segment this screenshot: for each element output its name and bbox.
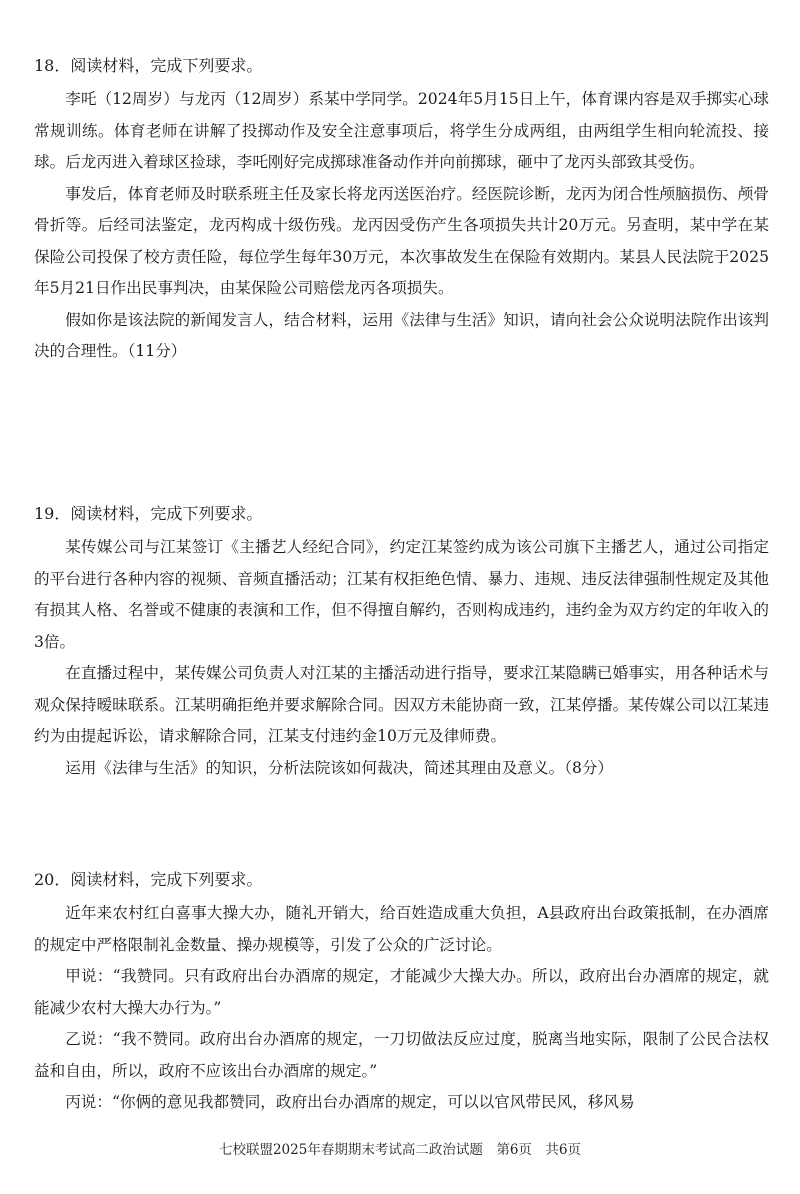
question-19: [34, 500, 769, 784]
material-paragraph: 在直播过程中，某传媒公司负责人对江某的主播活动进行指导，要求江某隐瞒已婚事实，用各种话术与观众保持暧昧联系。江某明确拒绝并要求解除合同。因双方未能协商一致，江某停播。某传媒公司以江某违约为由提起诉讼，请求解除合同，江某支付违约金10万元及律师费。: [34, 664, 769, 745]
material-paragraph: 事发后，体育老师及时联系班主任及家长将龙丙送医治疗。经医院诊断，龙丙为闭合性颅脑损伤、颅骨骨折等。后经司法鉴定，龙丙构成十级伤残。龙丙因受伤产生各项损失共计20万元。另查明，某中学在某保险公司投保了校方责任险，每位学生每年30万元，本次事故发生在保险有效期内。某县人民法院于2025年5月21日作出民事判决，由某保险公司赔偿龙丙各项损失。: [34, 184, 769, 297]
question-heading: 20．阅读材料，完成下列要求。: [34, 870, 263, 889]
question-prompt: 运用《法律与生活》的知识，分析法院该如何裁决，简述其理由及意义。（8分）: [65, 758, 614, 777]
question-20: [34, 866, 769, 1119]
opinion-yi: 乙说：“我不赞同。政府出台办酒席的规定，一刀切做法反应过度，脱离当地实际，限制了公民合法权益和自由，所以，政府不应该出台办酒席的规定。”: [34, 1030, 769, 1080]
question-prompt: 假如你是该法院的新闻发言人，结合材料，运用《法律与生活》知识，请向社会公众说明法院作出该判决的合理性。（11分）: [34, 310, 769, 360]
question-heading: 19．阅读材料，完成下列要求。: [34, 504, 263, 523]
opinion-bing: 丙说：“你俩的意见我都赞同，政府出台办酒席的规定，可以以官风带民风，移风易: [65, 1093, 635, 1111]
material-paragraph: 某传媒公司与江某签订《主播艺人经纪合同》，约定江某签约成为该公司旗下主播艺人，通过公司指定的平台进行各种内容的视频、音频直播活动；江某有权拒绝色情、暴力、违规、违反法律强制性规定及其他有损其人格、名誉或不健康的表演和工作，但不得擅自解约，否则构成违约，违约金为双方约定的年收入的3倍。: [34, 538, 769, 651]
question-heading: 18．阅读材料，完成下列要求。: [34, 56, 263, 75]
opinion-jia: 甲说：“我赞同。只有政府出台办酒席的规定，才能减少大操大办。所以，政府出台办酒席的规定，就能减少农村大操大办行为。”: [34, 967, 769, 1017]
question-18: [34, 52, 769, 368]
page-footer: 七校联盟2025年春期期末考试高二政治试题 第6页 共6页: [218, 1142, 582, 1158]
material-paragraph: 近年来农村红白喜事大操大办，随礼开销大，给百姓造成重大负担，A县政府出台政策抵制，在办酒席的规定中严格限制礼金数量、操办规模等，引发了公众的广泛讨论。: [34, 904, 769, 954]
material-paragraph: 李吒（12周岁）与龙丙（12周岁）系某中学同学。2024年5月15日上午，体育课内容是双手掷实心球常规训练。体育老师在讲解了投掷动作及安全注意事项后，将学生分成两组，由两组学生相向轮流投、接球。后龙丙进入着球区捡球，李吒刚好完成掷球准备动作并向前掷球，砸中了龙丙头部致其受伤。: [34, 90, 769, 171]
